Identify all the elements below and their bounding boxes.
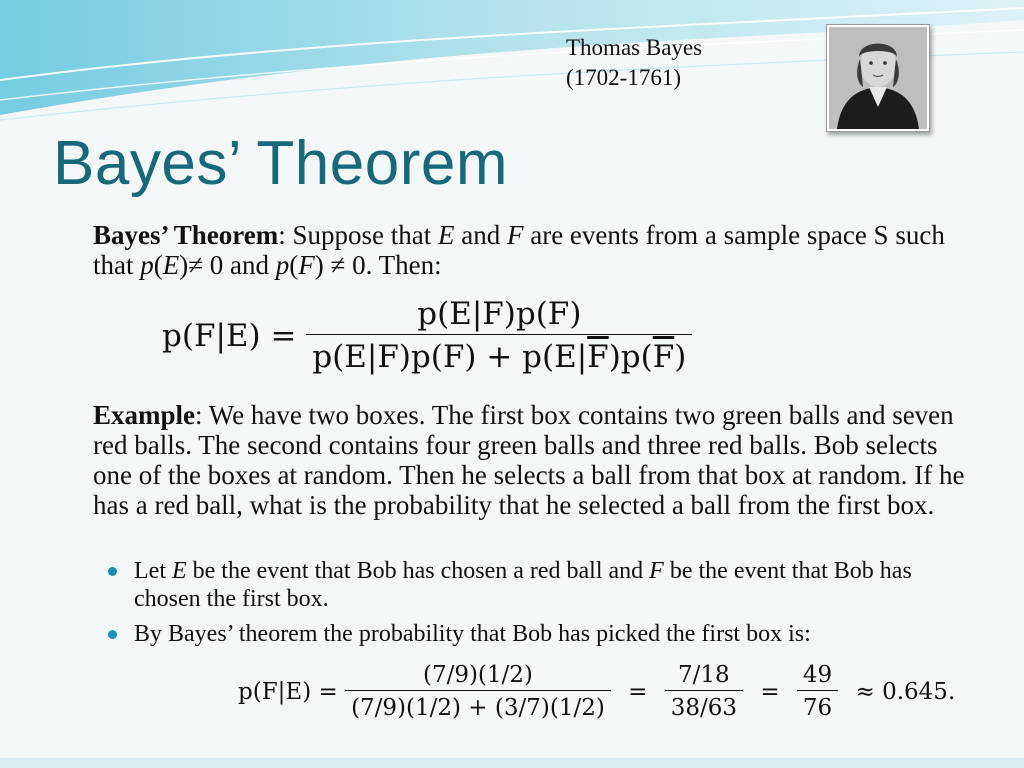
caption-name: Thomas Bayes bbox=[566, 35, 703, 60]
theorem-text: ( bbox=[289, 250, 299, 280]
bullet-text: be the event that Bob has chosen a red ball and bbox=[186, 558, 650, 584]
theorem-var: p bbox=[140, 250, 154, 280]
calc-numerator-1: (7/9)(1/2) bbox=[345, 662, 611, 691]
denominator-part: p(E|F)p(F) + p(E| bbox=[312, 339, 588, 375]
example-text: : We have two boxes. The first box contains two green balls and seven red balls. The second contains four green balls and three red balls. Bob selects one of the boxes at random. Then he selects a ball from that box at random. If he has a red ball, what is the probability that he selected a ball from the first box. bbox=[93, 400, 965, 520]
equals-sign: = bbox=[628, 678, 648, 705]
example-paragraph bbox=[93, 400, 973, 520]
theorem-var: E bbox=[437, 220, 455, 250]
theorem-var: F bbox=[506, 220, 524, 250]
slide-title: Bayes’ Theorem bbox=[53, 129, 508, 198]
portrait-icon bbox=[829, 27, 927, 129]
bayes-formula bbox=[162, 296, 692, 375]
calc-numerator-3: 49 bbox=[797, 662, 838, 691]
theorem-text: : Suppose that bbox=[278, 220, 438, 250]
calc-lhs: p(F|E) = bbox=[238, 678, 338, 705]
calc-denominator-3: 76 bbox=[802, 695, 833, 721]
formula-fraction bbox=[306, 296, 692, 375]
calc-fraction-3 bbox=[797, 662, 838, 721]
equals-sign: = bbox=[760, 678, 780, 705]
decorative-bottom-band bbox=[0, 758, 1024, 768]
bayes-calculation bbox=[238, 662, 965, 721]
theorem-var: p bbox=[275, 250, 290, 280]
calc-denominator-2: 38/63 bbox=[670, 695, 738, 721]
theorem-label: Bayes’ Theorem bbox=[93, 220, 279, 250]
bullet-text: be the event that Bob has chosen the first box. bbox=[134, 558, 912, 612]
theorem-var: E bbox=[162, 250, 180, 280]
bullet-text: Let bbox=[134, 558, 172, 584]
example-label: Example bbox=[93, 400, 196, 430]
theorem-text: and bbox=[454, 220, 507, 250]
list-item bbox=[108, 557, 968, 613]
theorem-statement bbox=[93, 220, 973, 280]
theorem-var: F bbox=[298, 250, 315, 280]
formula-lhs: p(F|E) = bbox=[162, 317, 297, 354]
theorem-text: ) ≠ 0. Then: bbox=[314, 250, 442, 280]
bullet-var: F bbox=[649, 558, 664, 584]
caption-years: (1702-1761) bbox=[566, 65, 681, 90]
formula-numerator: p(E|F)p(F) bbox=[306, 296, 692, 335]
theorem-text: are events from a sample space S such that bbox=[93, 220, 945, 280]
theorem-text: ( bbox=[153, 250, 163, 280]
bullet-text: By Bayes’ theorem the probability that Bob has picked the first box is: bbox=[134, 621, 811, 647]
formula-denominator bbox=[306, 335, 692, 375]
complement-f: $\overline{F}$ bbox=[652, 339, 675, 375]
calc-numerator-2: 7/18 bbox=[665, 662, 743, 691]
bullet-icon bbox=[108, 567, 117, 576]
bullet-list bbox=[108, 557, 968, 655]
bullet-var: E bbox=[171, 558, 187, 584]
calc-fraction-1 bbox=[345, 662, 611, 721]
calc-denominator-1: (7/9)(1/2) + (3/7)(1/2) bbox=[351, 695, 605, 721]
list-item bbox=[108, 620, 968, 648]
denominator-part: )p( bbox=[608, 339, 653, 375]
complement-f: $\overline{F}$ bbox=[587, 339, 609, 375]
denominator-part: ) bbox=[674, 339, 687, 375]
theorem-text: )≠ 0 and bbox=[179, 250, 276, 280]
portrait-image bbox=[826, 24, 930, 132]
bullet-icon bbox=[108, 630, 117, 639]
approx-result: ≈ 0.645. bbox=[855, 678, 956, 705]
calc-fraction-2 bbox=[665, 662, 743, 721]
portrait-caption bbox=[566, 33, 702, 93]
